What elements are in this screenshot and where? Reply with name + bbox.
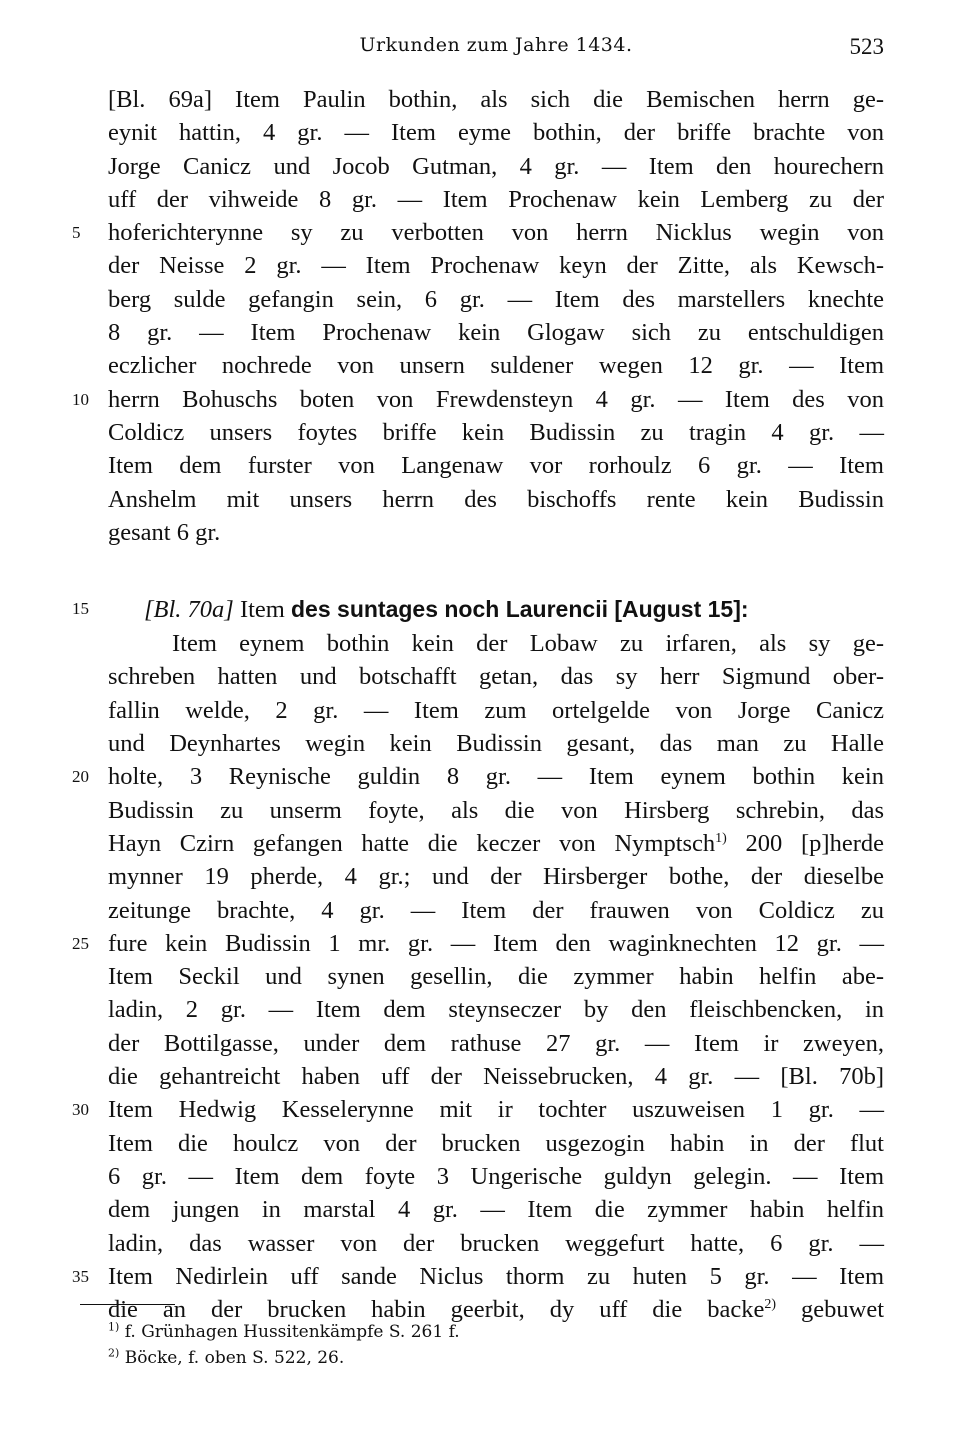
footnote-rule — [80, 1304, 175, 1305]
line-text: Item Seckil und synen gesellin, die zymmer habin helfin abe- — [108, 963, 884, 991]
line-text: Item Nedirlein uff sande Niclus thorm zu huten 5 gr. — Item — [108, 1262, 884, 1290]
text-line — [72, 383, 884, 416]
line-text: mynner 19 pherde, 4 gr.; und der Hirsberger bothe, der dieselbe — [108, 863, 884, 891]
text-line — [108, 960, 884, 993]
text-line — [108, 1227, 884, 1260]
text-line — [72, 216, 884, 249]
text-line — [108, 993, 884, 1026]
text-line — [72, 760, 884, 793]
text-line — [108, 1160, 884, 1193]
page-header — [108, 34, 884, 64]
text-line — [108, 283, 884, 316]
text-line — [108, 1127, 884, 1160]
text-line — [108, 183, 884, 216]
text-line — [72, 1093, 884, 1126]
footnote-text: f. Grünhagen Hussitenkämpfe S. 261 f. — [119, 1322, 460, 1342]
body-text — [72, 83, 884, 1326]
line-number: 10 — [72, 389, 89, 409]
line-number: 5 — [72, 223, 81, 243]
section-heading — [72, 591, 884, 627]
line-number: 25 — [72, 933, 89, 953]
line-text: dem jungen in marstal 4 gr. — Item die zymmer habin helfin — [108, 1196, 884, 1224]
line-text: Item Hedwig Kesselerynne mit ir tochter uszuweisen 1 gr. — — [108, 1096, 884, 1124]
heading-date: des suntages noch Laurencii [August 15]: — [291, 596, 749, 623]
line-text: der Neisse 2 gr. — Item Prochenaw keyn der Zitte, als Kewsch- — [108, 252, 884, 280]
line-text: Coldicz unsers foytes briffe kein Budissin zu tragin 4 gr. — — [108, 418, 884, 446]
footnote — [108, 1345, 808, 1371]
line-number: 30 — [72, 1100, 89, 1120]
section-gap — [108, 549, 884, 591]
heading-item: Item — [239, 596, 285, 624]
line-text: holte, 3 Reynische guldin 8 gr. — Item eynem bothin kein — [108, 763, 884, 791]
line-text-tail: gebuwet — [776, 1296, 884, 1324]
running-head: Urkunden zum Jahre 1434. — [359, 34, 633, 56]
line-text: Item eynem bothin kein der Lobaw zu irfaren, als sy ge- — [172, 630, 884, 658]
line-text: die gehantreicht haben uff der Neissebrucken, 4 gr. — [Bl. 70b] — [108, 1063, 884, 1091]
line-text: uff der vihweide 8 gr. — Item Prochenaw kein Lemberg zu der — [108, 185, 884, 213]
line-text: schreben hatten und botschafft getan, das sy herr Sigmund ober- — [108, 663, 884, 691]
footnote-marker: 1) — [715, 830, 727, 846]
section-bl-70a — [72, 627, 884, 1326]
text-line — [108, 483, 884, 516]
text-line — [108, 249, 884, 282]
line-text: Item die houlcz von der brucken usgezogin habin in der flut — [108, 1129, 884, 1157]
line-text: fure kein Budissin 1 mr. gr. — Item den waginknechten 12 gr. — — [108, 929, 884, 957]
text-line — [108, 827, 884, 860]
text-line — [108, 1193, 884, 1226]
text-line — [108, 316, 884, 349]
line-text: ladin, 2 gr. — Item dem steynseczer by den fleischbencken, in — [108, 996, 884, 1024]
line-text: eczlicher nochrede von unsern suldener wegen 12 gr. — Item — [108, 352, 884, 380]
line-text: Hayn Czirn gefangen hatte die keczer von Nymptsch — [108, 829, 716, 857]
line-number: 35 — [72, 1266, 89, 1286]
text-line — [108, 83, 884, 116]
text-line — [108, 660, 884, 693]
line-text: Item dem furster von Langenaw vor rorhoulz 6 gr. — Item — [108, 452, 884, 480]
footnote-text: Böcke, f. oben S. 522, 26. — [119, 1348, 345, 1368]
footnote-mark: 1) — [108, 1320, 120, 1334]
text-line — [108, 116, 884, 149]
line-text: die an der brucken habin geerbit, dy uff die backe — [108, 1296, 765, 1324]
line-number: 20 — [72, 767, 89, 787]
text-line — [108, 694, 884, 727]
text-line — [108, 449, 884, 482]
text-line — [108, 894, 884, 927]
text-line — [108, 1060, 884, 1093]
text-line — [72, 927, 884, 960]
text-line — [108, 516, 884, 549]
folio-reference: [Bl. 70a] — [144, 596, 234, 624]
text-line — [108, 416, 884, 449]
footnotes — [108, 1319, 808, 1371]
text-line — [72, 1260, 884, 1293]
section-bl-69a — [72, 83, 884, 549]
text-line — [108, 1027, 884, 1060]
line-text: fallin welde, 2 gr. — Item zum ortelgelde von Jorge Canicz — [108, 696, 884, 724]
line-text: gesant 6 gr. — [108, 518, 221, 546]
text-line — [108, 727, 884, 760]
text-line — [108, 794, 884, 827]
footnote — [108, 1319, 808, 1345]
page-number: 523 — [849, 34, 884, 59]
footnote-marker: 2) — [764, 1296, 777, 1312]
line-text: Jorge Canicz und Jocob Gutman, 4 gr. — Item den hourechern — [108, 152, 884, 180]
line-text: 8 gr. — Item Prochenaw kein Glogaw sich zu entschuldigen — [108, 319, 884, 347]
line-text: zeitunge brachte, 4 gr. — Item der frauwen von Coldicz zu — [108, 896, 884, 924]
line-text: 6 gr. — Item dem foyte 3 Ungerische guldyn gelegin. — Item — [108, 1162, 884, 1190]
line-text: herrn Bohuschs boten von Frewdensteyn 4 gr. — Item des von — [108, 385, 884, 413]
line-text: hoferichterynne sy zu verbotten von herrn Nicklus wegin von — [108, 219, 884, 247]
footnote-mark: 2) — [108, 1346, 120, 1360]
line-text: der Bottilgasse, under dem rathuse 27 gr. — Item ir zweyen, — [108, 1029, 884, 1057]
line-number: 15 — [72, 599, 89, 619]
line-text: ladin, das wasser von der brucken weggefurt hatte, 6 gr. — — [108, 1229, 884, 1257]
line-text: Budissin zu unserm foyte, als die von Hirsberg schrebin, das — [108, 796, 884, 824]
line-text: berg sulde gefangin sein, 6 gr. — Item des marstellers knechte — [108, 285, 884, 313]
line-text: eynit hattin, 4 gr. — Item eyme bothin, der briffe brachte von — [108, 119, 884, 147]
text-line — [108, 627, 884, 660]
text-line — [108, 860, 884, 893]
line-text: und Deynhartes wegin kein Budissin gesant, das man zu Halle — [108, 730, 884, 758]
text-line — [108, 349, 884, 382]
line-text: [Bl. 69a] Item Paulin bothin, als sich die Bemischen herrn ge- — [108, 86, 884, 113]
text-line — [108, 150, 884, 183]
line-text-tail: 200 [p]herde — [726, 829, 884, 857]
line-text: Anshelm mit unsers herrn des bischoffs rente kein Budissin — [108, 485, 884, 513]
